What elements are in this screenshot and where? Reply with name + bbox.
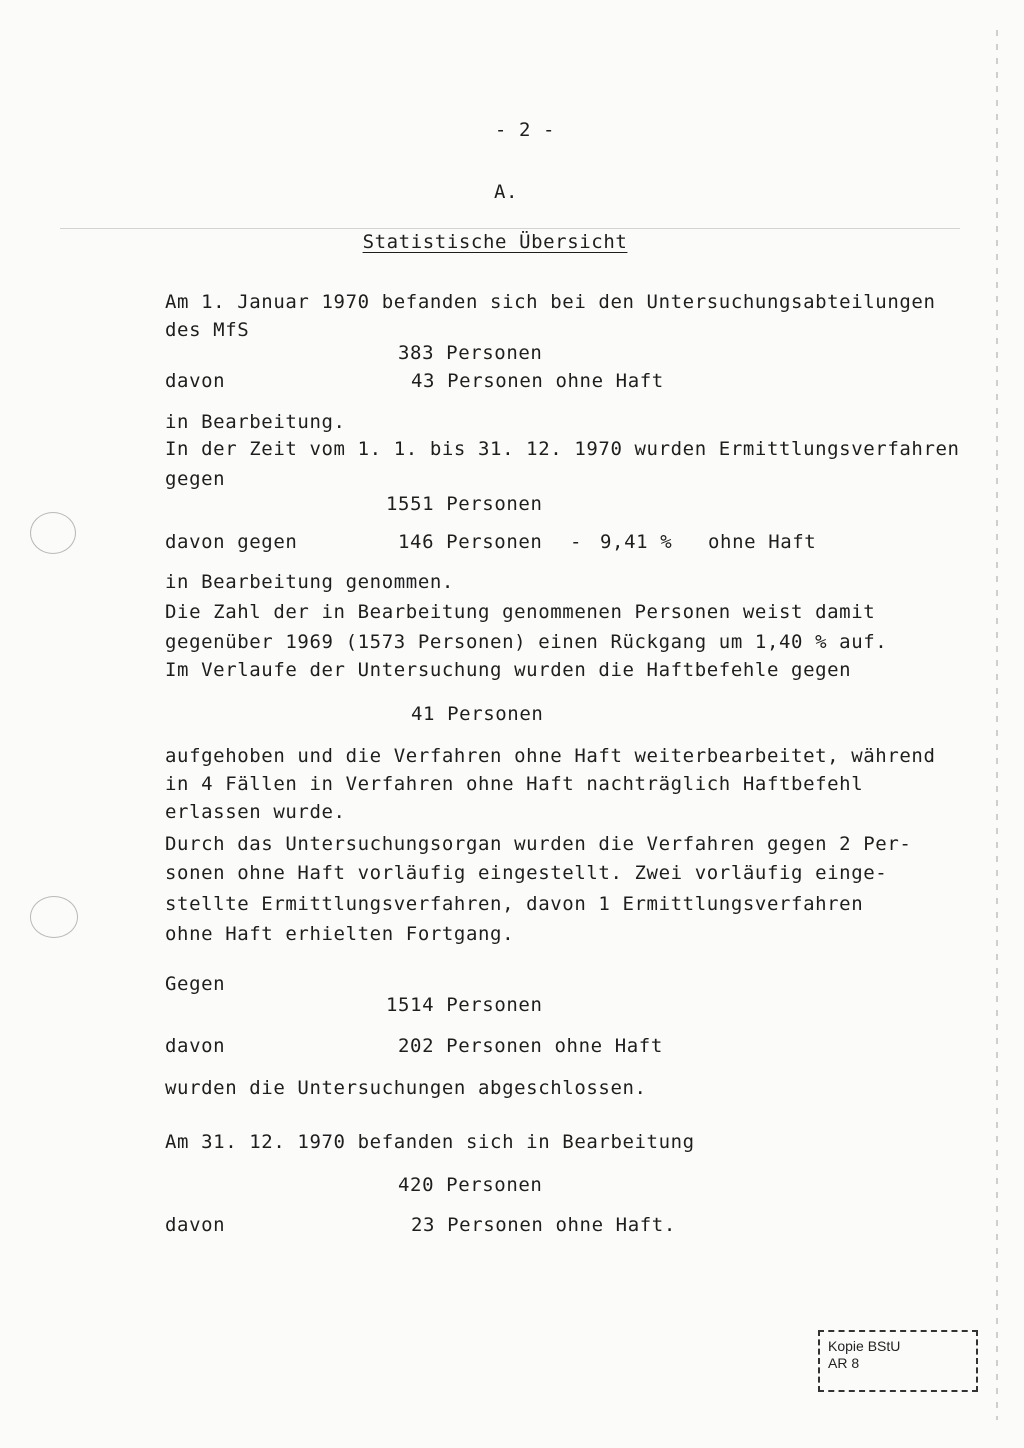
figure-line: 1551 Personen: [386, 493, 543, 515]
text-line: Gegen: [165, 973, 226, 995]
text-line: In der Zeit vom 1. 1. bis 31. 12. 1970 wurden Ermittlungsverfahren: [165, 438, 960, 460]
text-line: aufgehoben und die Verfahren ohne Haft weiterbearbeitet, während: [165, 745, 936, 767]
text-line: in Bearbeitung.: [165, 411, 346, 433]
dash: -: [570, 531, 583, 553]
archive-stamp: [818, 1330, 978, 1392]
stamp-line-1: Kopie BStU: [828, 1338, 901, 1354]
figure-line: 23 Personen ohne Haft.: [411, 1214, 676, 1236]
scan-edge-artifact: [996, 30, 998, 1420]
text-line: sonen ohne Haft vorläufig eingestellt. Zwei vorläufig einge-: [165, 862, 888, 884]
text-line: des MfS: [165, 319, 250, 341]
text-line: in 4 Fällen in Verfahren ohne Haft nachträglich Haftbefehl: [165, 773, 864, 795]
text-line: davon: [165, 370, 226, 392]
section-heading: Statistische Übersicht: [362, 231, 628, 253]
percentage: 9,41 %: [600, 531, 673, 553]
text-line: Im Verlaufe der Untersuchung wurden die Haftbefehle gegen: [165, 659, 852, 681]
text-line: Am 31. 12. 1970 befanden sich in Bearbeitung: [165, 1131, 695, 1153]
text-fragment: ohne Haft: [708, 531, 817, 553]
text-line: gegenüber 1969 (1573 Personen) einen Rückgang um 1,40 % auf.: [165, 631, 888, 653]
figure-line: 146 Personen: [398, 531, 543, 553]
text-line: ohne Haft erhielten Fortgang.: [165, 923, 515, 945]
figure-line: 1514 Personen: [386, 994, 543, 1016]
text-line: Durch das Untersuchungsorgan wurden die Verfahren gegen 2 Per-: [165, 833, 912, 855]
figure-line: 202 Personen ohne Haft: [398, 1035, 663, 1057]
figure-line: 383 Personen: [398, 342, 543, 364]
punch-hole-mark: [30, 512, 76, 554]
text-line: davon gegen: [165, 531, 298, 553]
text-line: Die Zahl der in Bearbeitung genommenen Personen weist damit: [165, 601, 876, 623]
figure-line: 43 Personen ohne Haft: [411, 370, 664, 392]
text-line: gegen: [165, 468, 226, 490]
text-line: stellte Ermittlungsverfahren, davon 1 Ermittlungsverfahren: [165, 893, 864, 915]
text-line: davon: [165, 1035, 226, 1057]
text-line: in Bearbeitung genommen.: [165, 571, 454, 593]
figure-line: 420 Personen: [398, 1174, 543, 1196]
text-line: erlassen wurde.: [165, 801, 346, 823]
figure-line: 41 Personen: [411, 703, 544, 725]
text-line: davon: [165, 1214, 226, 1236]
text-line: wurden die Untersuchungen abgeschlossen.: [165, 1077, 647, 1099]
section-letter: A.: [493, 181, 519, 203]
text-line: Am 1. Januar 1970 befanden sich bei den Untersuchungsabteilungen: [165, 291, 936, 313]
scan-noise-line: [60, 228, 960, 229]
stamp-line-2: AR 8: [828, 1355, 860, 1371]
page-number: - 2 -: [494, 119, 556, 141]
punch-hole-mark: [30, 896, 78, 938]
